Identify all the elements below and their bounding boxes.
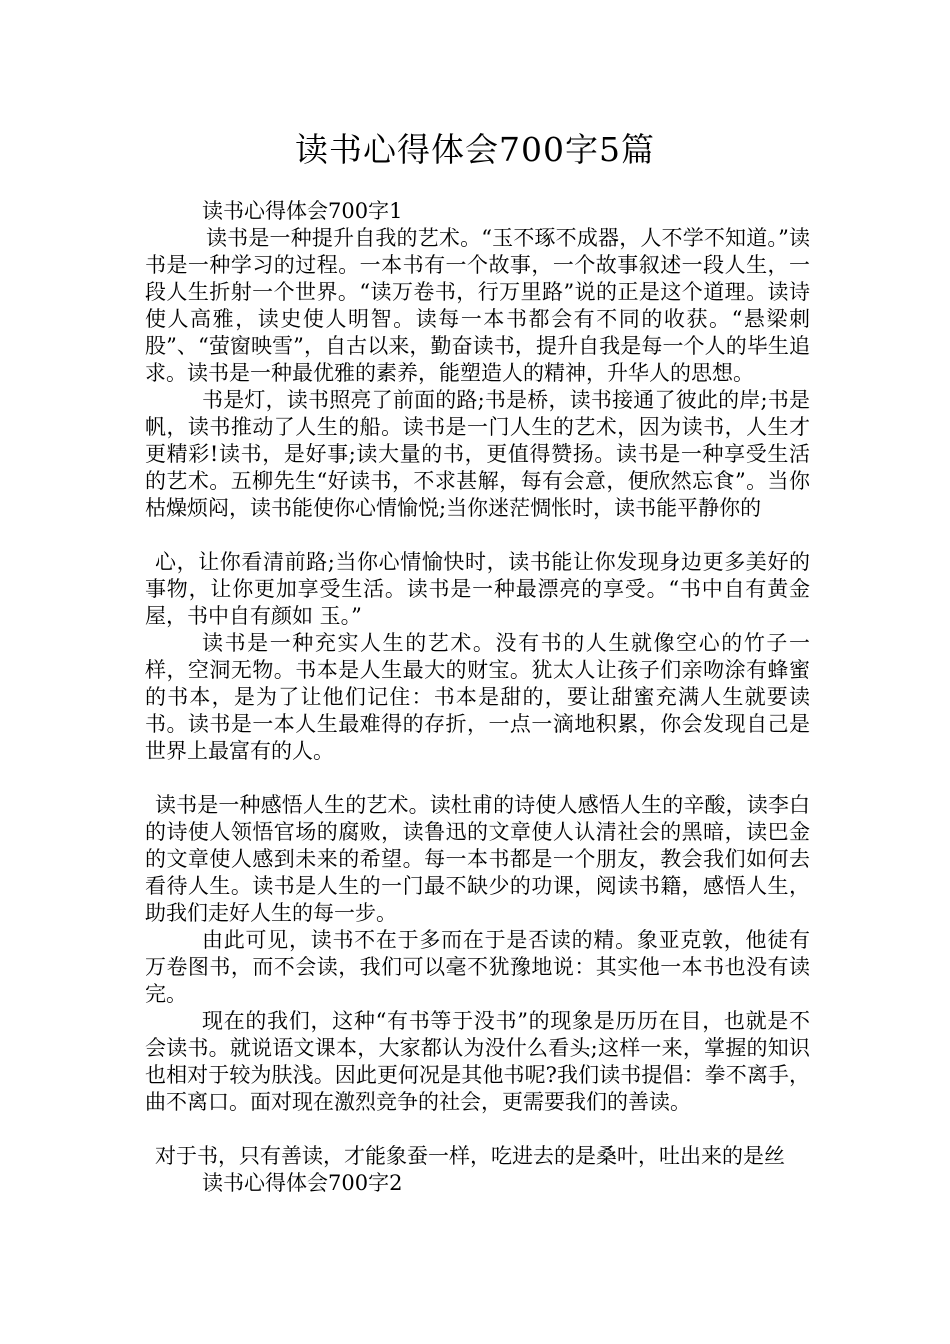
paragraph-8: 对于书，只有善读，才能象蚕一样，吃进去的是桑叶，吐出来的是丝 <box>155 1144 785 1168</box>
paragraph-1: 读书是一种提升自我的艺术。“玉不琢不成器，人不学不知道。”读书是一种学习的过程。一本书有一个故事，一个故事叙述一段人生，一段人生折射一个世界。“读万卷书，行万里路”说的正是这个道理。读诗使人高雅，读史使人明智。读每一本书都会有不同的收获。“悬梁刺股”、“萤窗映雪”，自古以来，勤奋读书，提升自我是每一个人的毕生追求。读书是一种最优雅的素养，能塑造人的精神，升华人的思想。 <box>145 226 810 385</box>
document-title: 读书心得体会700字5篇 <box>295 130 655 169</box>
paragraph-2: 书是灯，读书照亮了前面的路;书是桥，读书接通了彼此的岸;书是帆，读书推动了人生的船。读书是一门人生的艺术，因为读书，人生才更精彩!读书，是好事;读大量的书，更值得赞扬。读书是一种享受生活的艺术。五柳先生“好读书，不求甚解，每有会意，便欣然忘食”。当你枯燥烦闷，读书能使你心情愉悦;当你迷茫惆怅时，读书能平静你的 <box>145 388 810 520</box>
document-body <box>145 198 810 1197</box>
section-heading-1: 读书心得体会700字1 <box>202 199 403 223</box>
paragraph-5: 读书是一种感悟人生的艺术。读杜甫的诗使人感悟人生的辛酸，读李白的诗使人领悟官场的腐败，读鲁迅的文章使人认清社会的黑暗，读巴金的文章使人感到未来的希望。每一本书都是一个朋友，教会我们如何去看待人生。读书是人生的一门最不缺少的功课，阅读书籍，感悟人生，助我们走好人生的每一步。 <box>145 793 810 925</box>
paragraph-3: 心，让你看清前路;当你心情愉快时，读书能让你发现身边更多美好的事物，让你更加享受生活。读书是一种最漂亮的享受。“书中自有黄金屋，书中自有颜如 玉。” <box>145 550 810 628</box>
paragraph-6: 由此可见，读书不在于多而在于是否读的精。象亚克敦，他徒有万卷图书，而不会读，我们可以毫不犹豫地说：其实他一本书也没有读完。 <box>145 928 810 1006</box>
section-heading-2: 读书心得体会700字2 <box>202 1171 403 1195</box>
paragraph-4: 读书是一种充实人生的艺术。没有书的人生就像空心的竹子一样，空洞无物。书本是人生最大的财宝。犹太人让孩子们亲吻涂有蜂蜜的书本，是为了让他们记住：书本是甜的，要让甜蜜充满人生就要读书。读书是一本人生最难得的存折，一点一滴地积累，你会发现自己是世界上最富有的人。 <box>145 631 810 763</box>
paragraph-7: 现在的我们，这种“有书等于没书”的现象是历历在目，也就是不会读书。就说语文课本，大家都认为没什么看头;这样一来，掌握的知识也相对于较为肤浅。因此更何况是其他书呢?我们读书提倡：拳不离手，曲不离口。面对现在激烈竞争的社会，更需要我们的善读。 <box>145 1009 810 1114</box>
